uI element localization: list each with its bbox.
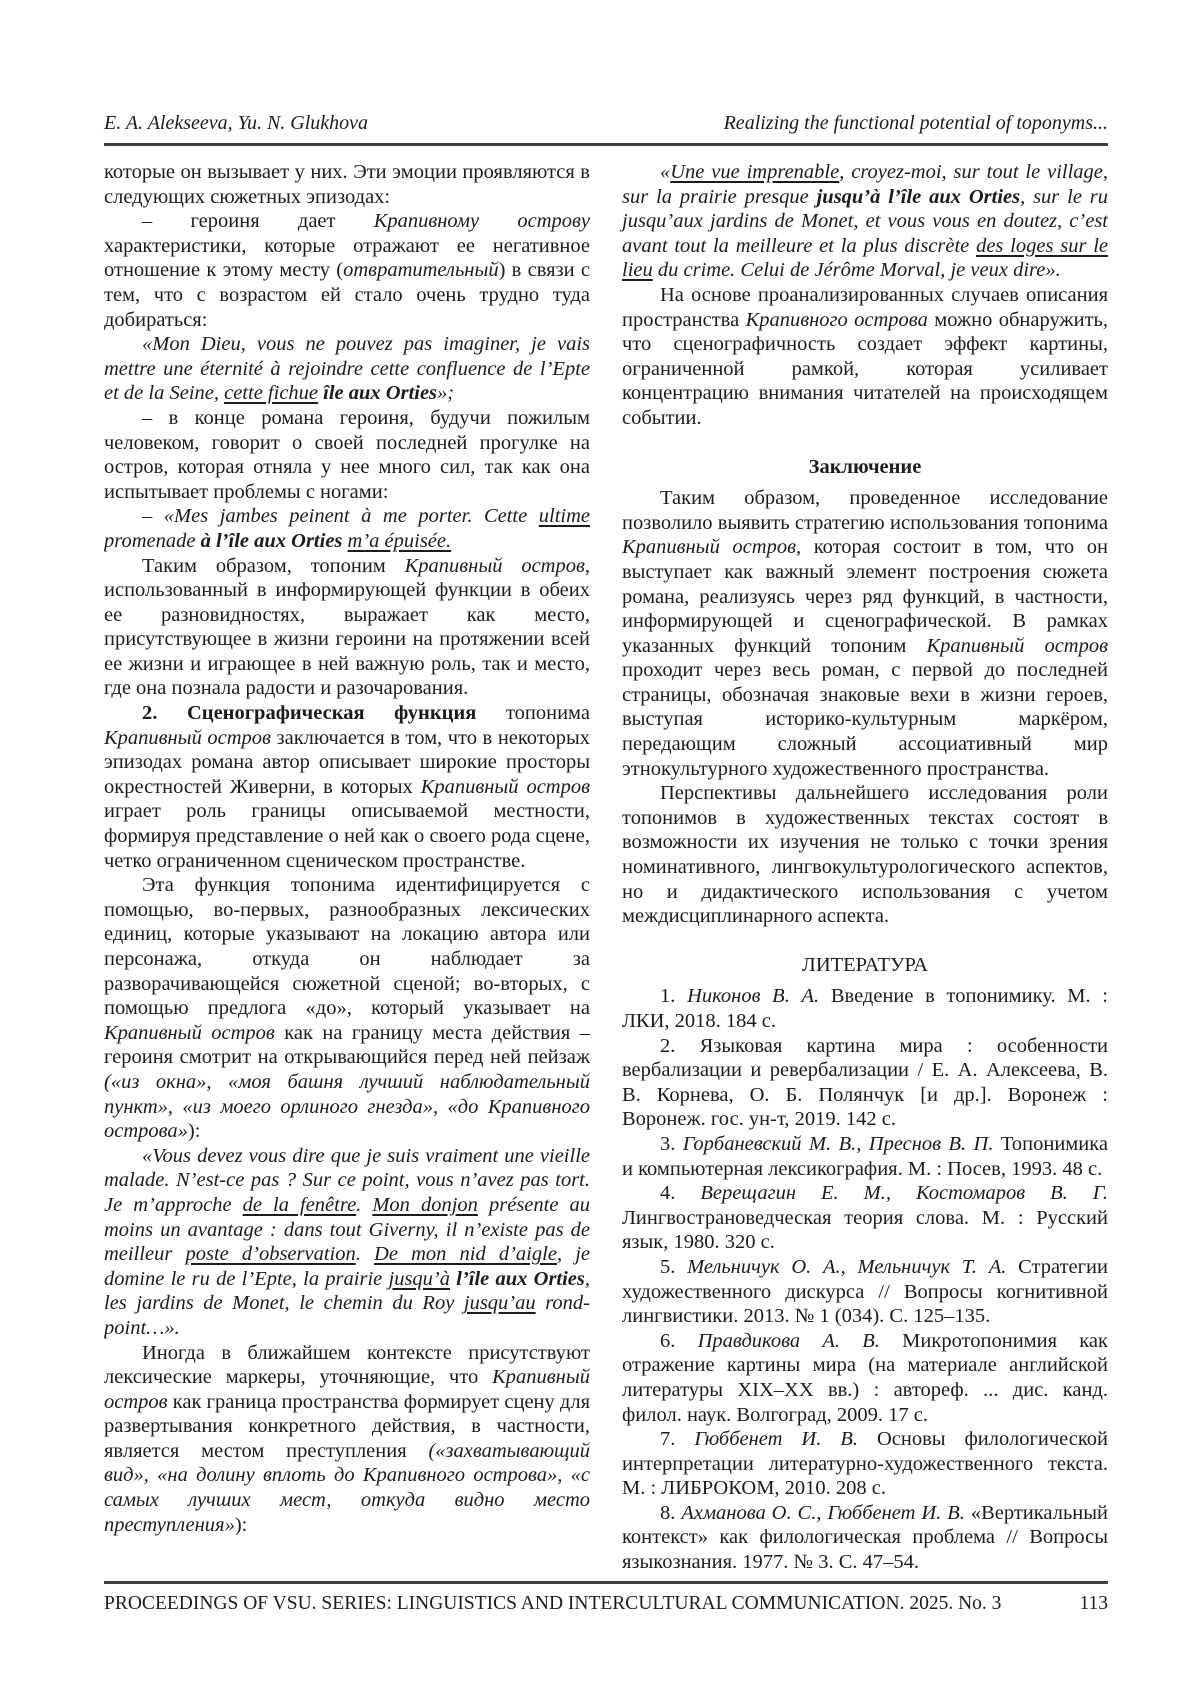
paragraph [622,1255,1108,1329]
text-run: 4. [660,1182,701,1205]
text-run: ): [234,1513,248,1536]
text-run: cette fichue [224,382,319,405]
text-run: , которая состоит в том, что он выступает как важный элемент построения сюжета романа, реализуясь через ряд функций, в частности, информирующей и сценографической. В рамках указанных функций топоним [622,536,1108,657]
paragraph [104,160,590,209]
text-run: Таким образом, топоним [142,554,405,577]
text-run: 7. [660,1428,695,1451]
running-header [104,111,1108,135]
text-run: как на границу места действия – героиня смотрит на открывающийся перед ней пейзаж [104,1021,590,1069]
text-run: Введение в топонимику. М. : ЛКИ, 2018. 184 с. [622,985,1108,1032]
text-run: m’a épuisée. [347,529,452,552]
text-run: – героиня дает [142,210,374,233]
text-run: Лингвострановедческая теория слова. М. : Русский язык, 1980. 320 с. [622,1206,1108,1254]
footer-rule [104,1581,1108,1584]
text-run: Заключение [808,455,922,478]
paragraph [622,1132,1108,1181]
text-run: 6. [660,1329,698,1352]
paragraph [104,504,590,553]
text-run: «Mon Dieu, vous ne pouvez pas imaginer, je vais mettre une éternité à rejoindre cette confluence de l’Epte et de la Seine, [104,333,590,405]
text-run: à l’île aux Orties [200,529,343,552]
footer-journal-line: PROCEEDINGS OF VSU. SERIES: LINGUISTICS AND INTERCULTURAL COMMUNICATION. 2025. No. 3 [104,1593,1002,1614]
paragraph [104,1144,590,1341]
paragraph [104,406,590,504]
text-run: характеристики, которые отражают ее негативное отношение к этому месту ( [104,234,590,282]
text-run: « [660,161,671,183]
text-run: Горбаневский М. В., Преснов В. П. [682,1132,994,1155]
text-run: играет роль границы описываемой местности, формируя представление о ней как о своего рода сцене, четко ограниченном сценическом пространстве. [104,800,590,872]
text-run: Крапивный остров [622,536,796,559]
text-run: ): [187,1120,201,1143]
right-column [622,160,1108,1574]
text-run: как граница пространства формирует сцену для развертывания конкретного действия, в частности, является местом преступления [104,1390,590,1462]
text-run: présente au moins un avantage : dans tout Giverny, il n’existe pas de meilleur [104,1193,590,1266]
text-run: 2. Сценографическая функция [142,702,477,725]
text-run: Ахманова О. С., Гюббенет И. В. [681,1501,965,1524]
text-run: Крапивному острову [373,210,590,233]
left-column [104,160,590,1574]
paragraph [104,1341,590,1538]
text-run: Никонов В. А. [687,985,820,1008]
text-run: . [356,1193,373,1216]
paragraph [104,209,590,332]
running-header-authors: E. A. Alekseeva, Yu. N. Glukhova [104,112,369,134]
text-run: , использованный в информирующей функции в обеих ее разновидностях, выражает как место, присутствующее в жизни героини на протяжении всей ее жизни и играющее в ней важную роль, так и место, где она познала радости и разочарования. [104,554,590,700]
text-run: («из окна», «моя башня лучший наблюдательный пункт», «из моего орлиного гнезда», «до Крапивного острова» [104,1070,590,1143]
text-run: Крапивный остров [420,775,590,798]
paragraph [104,873,590,1144]
text-run: проходит через весь роман, с первой до последней страницы, обозначая знаковые вехи в жизни героев, выступая историко-культурным маркёром, передающим сложный ассоциативный мир этнокультурного художественного пространства. [622,659,1108,780]
paragraph [622,486,1108,781]
text-run: Стратегии художественного дискурса // Вопросы когнитивной лингвистики. 2013. № 1 (034). С. 125–135. [622,1255,1108,1328]
text-run: Крапивный остров [104,726,271,749]
header-rule [104,143,1108,146]
text-run: jusqu’à l’île aux Orties [816,185,1021,208]
text-run: Крапивный остров [926,634,1108,657]
text-run: . [355,1243,375,1266]
paragraph [104,701,590,873]
footer [104,1592,1108,1616]
text-run: des loges sur le lieu [622,234,1108,282]
text-run: отвратительный [343,259,499,282]
paragraph [622,781,1108,929]
text-run: – в конце романа героиня, будучи пожилым человеком, говорит о своей последней прогулке на остров, которая отняла у нее много сил, так как она испытывает проблемы с ногами: [104,406,590,503]
text-run: – «Mes jambes peinent à me porter. Cette [142,505,539,528]
text-run: Крапивного острова [745,308,928,331]
text-run: «Вертикальный контекст» как филологическая проблема // Вопросы языкознания. 1977. № 3. С. 47–54. [622,1501,1108,1574]
paragraph [104,554,590,702]
text-run: На основе проанализированных случаев описания пространства [622,283,1108,331]
text-run: ЛИТЕРАТУРА [801,953,929,976]
text-run: топонима [476,702,590,725]
text-run: заключается в том, что в некоторых эпизодах романа автор описывает широкие просторы окрестностей Живерни, в которых [104,726,590,798]
paragraph [622,984,1108,1033]
text-run: 8. [660,1501,682,1524]
text-run: Mon donjon [372,1193,478,1216]
section-heading [622,455,1108,480]
text-run: 5. [660,1255,688,1278]
text-run: которые он вызывает у них. Эти эмоции проявляются в следующих сюжетных эпизодах: [104,161,590,208]
paragraph [622,1501,1108,1574]
paragraph [622,1329,1108,1427]
paragraph [622,283,1108,431]
text-run: ) в связи с тем, что с возрастом ей стало очень трудно туда добираться: [104,259,590,331]
text-run: jusqu’au [463,1292,536,1315]
text-run: Основы филологической интерпретации литературно-художественного текста. М. : ЛИБРОКОМ, 2010. 208 с. [622,1428,1108,1500]
text-run: Мельничук О. А., Мельничук Т. А. [687,1255,1007,1278]
text-run: 1. [660,985,688,1008]
text-run: poste d’observation [185,1243,356,1266]
text-run: Таким образом, проведенное исследование позволило выявить стратегию использования топонима [622,487,1108,534]
text-run: rond-point…». [104,1292,590,1339]
text-run: Эта функция топонима идентифицируется с помощью, во-первых, разнообразных лексических единиц, которые указывают на локацию автора или персонажа, откуда он наблюдает за разворачивающейся сюжетной сценой; во-вторых, с помощью предлога «до», который указывает на [104,874,590,1020]
text-run: , les jardins de Monet, le chemin du Roy [104,1267,591,1315]
text-run: Топонимика и компьютерная лексикография. М. : Посев, 1993. 48 с. [622,1132,1108,1180]
footer-page-number: 113 [1079,1593,1108,1614]
text-run: 3. [660,1132,683,1155]
text-run: Крапивный остров [104,1021,275,1044]
text-run: Гюббенет И. В. [694,1428,858,1451]
text-run: du crime. Celui de Jérôme Morval, je veux dire». [652,259,1061,282]
text-run: De mon nid d’aigle [374,1243,557,1266]
text-run: Крапивный остров [104,1366,590,1413]
paragraph [622,1427,1108,1501]
paragraph [104,332,590,406]
text-run: («захватывающий вид», «на долину вплоть до Крапивного острова», «с самых лучших мест, откуда видно место преступления» [104,1439,590,1536]
text-run: , sur le ru jusqu’aux jardins de Monet, et vous vous en doutez, c’est avant tout la meilleure et la plus discrète [622,185,1108,257]
paragraph [622,1181,1108,1255]
text-run: ultime [538,505,590,528]
text-run: Микротопонимия как отражение картины мира (на материале английской литературы XIX–XX вв.) : автореф. ... дис. канд. филол. наук. Волгоград, 2009. 17 с. [622,1329,1108,1426]
text-run: Перспективы дальнейшего исследования роли топонимов в художественных текстах состоят в возможности их изучения не только с точки зрения номинативного, лингвокультурологического аспектов, но и дидактического использования с учетом междисциплинарного аспекта. [622,782,1108,928]
section-heading [622,953,1108,978]
text-run: можно обнаружить, что сценографичность создает эффект картины, ограниченной рамкой, которая усиливает концентрацию внимания читателей на происходящем событии. [622,308,1108,429]
running-header-title: Realizing the functional potential of toponyms... [723,112,1108,134]
text-run: Верещагин Е. М., Костомаров В. Г. [700,1182,1108,1205]
text-run: jusqu’à [388,1267,450,1290]
text-run: de la fenêtre [242,1193,357,1216]
text-run: »; [437,382,455,405]
text-run: l’île aux Orties [456,1267,585,1290]
page-body [104,160,1108,1574]
text-run: promenade [104,529,201,552]
text-run: , croyez-moi, sur tout le village, sur la prairie presque [622,161,1108,208]
paragraph [622,160,1108,283]
text-run: «Vous devez vous dire que je suis vraiment une vieille malade. N’est-ce pas ? Sur ce point, vous n’avez pas tort. Je m’approche [104,1144,590,1216]
text-run: Иногда в ближайшем контексте присутствуют лексические маркеры, уточняющие, что [104,1341,590,1389]
text-run: 2. Языковая картина мира : особенности вербализации и ревербализации / Е. А. Алексеева, В. В. Корнева, О. Б. Полянчук [и др.]. Воронеж : Воронеж. гос. ун-т, 2019. 142 с. [622,1034,1108,1131]
text-run: Правдикова А. В. [697,1329,880,1352]
text-run: Une vue imprenable [670,161,840,183]
paragraph [622,1034,1108,1132]
text-run: île aux Orties [323,382,438,405]
text-run: Крапивный остров [404,554,585,577]
text-run: , je domine le ru de l’Epte, la prairie [104,1243,590,1290]
